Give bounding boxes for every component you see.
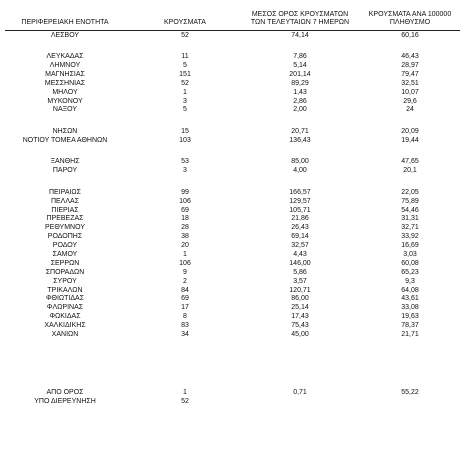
cell-cases-count: 17 — [181, 304, 189, 311]
cell-region-name: ΥΠΟ ΔΙΕΡΕΥΝΗΣΗ — [34, 398, 96, 405]
cell-avg-7day: 45,00 — [291, 331, 309, 338]
header-avg-7day-line1: ΜΕΣΟΣ ΟΡΟΣ ΚΡΟΥΣΜΑΤΩΝ — [251, 11, 349, 18]
table-row — [0, 31, 471, 40]
cell-per-100k: 43,61 — [401, 295, 419, 302]
cell-per-100k: 21,71 — [401, 331, 419, 338]
cell-avg-7day: 69,14 — [291, 233, 309, 240]
cell-region-name: ΦΩΚΙΔΑΣ — [49, 313, 81, 320]
table-row — [0, 188, 471, 197]
cell-avg-7day: 5,86 — [293, 269, 307, 276]
cell-region-name: ΡΟΔΟΥ — [52, 242, 78, 249]
cell-cases-count: 18 — [181, 215, 189, 222]
cell-region-name: ΠΙΕΡΙΑΣ — [51, 207, 79, 214]
cell-region-name: ΜΕΣΣΗΝΙΑΣ — [44, 80, 86, 87]
cell-per-100k: 32,71 — [401, 224, 419, 231]
cell-cases-count: 69 — [181, 295, 189, 302]
table-row — [0, 52, 471, 61]
cell-region-name: ΠΡΕΒΕΖΑΣ — [46, 215, 84, 222]
cell-region-name: ΞΑΝΘΗΣ — [50, 158, 80, 165]
table-row — [0, 312, 471, 321]
cell-region-name: ΤΡΙΚΑΛΩΝ — [47, 287, 83, 294]
cell-cases-count: 20 — [181, 242, 189, 249]
cell-region-name: ΦΛΩΡΙΝΑΣ — [46, 304, 84, 311]
cell-per-100k: 16,69 — [401, 242, 419, 249]
table-row — [0, 294, 471, 303]
cell-avg-7day: 26,43 — [291, 224, 309, 231]
cell-cases-count: 38 — [181, 233, 189, 240]
cell-region-name: ΧΑΛΚΙΔΙΚΗΣ — [44, 322, 86, 329]
cell-cases-count: 83 — [181, 322, 189, 329]
cell-region-name: ΠΕΙΡΑΙΩΣ — [49, 189, 81, 196]
cell-avg-7day: 2,86 — [293, 98, 307, 105]
cell-region-name: ΝΟΤΙΟΥ ΤΟΜΕΑ ΑΘΗΝΩΝ — [22, 137, 108, 144]
cell-per-100k: 65,23 — [401, 269, 419, 276]
table-row — [0, 321, 471, 330]
cell-cases-count: 106 — [179, 260, 191, 267]
cell-per-100k: 29,6 — [403, 98, 417, 105]
cell-per-100k: 22,05 — [401, 189, 419, 196]
cell-cases-count: 1 — [183, 89, 187, 96]
header-cases: ΚΡΟΥΣΜΑΤΑ — [164, 19, 206, 26]
cell-avg-7day: 5,14 — [293, 62, 307, 69]
cell-per-100k: 20,1 — [403, 167, 417, 174]
cell-cases-count: 99 — [181, 189, 189, 196]
table-row — [0, 259, 471, 268]
table-row — [0, 241, 471, 250]
cell-region-name: ΝΑΞΟΥ — [52, 106, 78, 113]
cell-cases-count: 151 — [179, 71, 191, 78]
cell-cases-count: 1 — [183, 251, 187, 258]
cell-per-100k: 24 — [406, 106, 414, 113]
cell-avg-7day: 85,00 — [291, 158, 309, 165]
cell-per-100k: 32,51 — [401, 80, 419, 87]
cell-per-100k: 33,92 — [401, 233, 419, 240]
table-row — [0, 157, 471, 166]
cell-avg-7day: 17,43 — [291, 313, 309, 320]
cell-region-name: ΣΥΡΟΥ — [53, 278, 77, 285]
table-row — [0, 214, 471, 223]
table-row — [0, 127, 471, 136]
cell-region-name: ΛΕΥΚΑΔΑΣ — [46, 53, 84, 60]
cell-cases-count: 106 — [179, 198, 191, 205]
cell-avg-7day: 0,71 — [293, 389, 307, 396]
cell-per-100k: 75,89 — [401, 198, 419, 205]
cell-avg-7day: 2,00 — [293, 106, 307, 113]
cell-avg-7day: 20,71 — [291, 128, 309, 135]
cell-avg-7day: 129,57 — [289, 198, 311, 205]
cell-avg-7day: 166,57 — [289, 189, 311, 196]
table-row — [0, 277, 471, 286]
table-row — [0, 70, 471, 79]
cell-avg-7day: 4,43 — [293, 251, 307, 258]
cell-region-name: ΡΕΘΥΜΝΟΥ — [44, 224, 85, 231]
cell-avg-7day: 4,00 — [293, 167, 307, 174]
table-row — [0, 79, 471, 88]
cell-avg-7day: 75,43 — [291, 322, 309, 329]
cell-region-name: ΛΕΣΒΟΥ — [50, 32, 80, 39]
cell-per-100k: 19,63 — [401, 313, 419, 320]
cell-region-name: ΜΥΚΟΝΟΥ — [47, 98, 83, 105]
cell-avg-7day: 25,14 — [291, 304, 309, 311]
cell-avg-7day: 89,29 — [291, 80, 309, 87]
cell-cases-count: 103 — [179, 137, 191, 144]
table-row — [0, 388, 471, 397]
cell-cases-count: 5 — [183, 106, 187, 113]
table-row — [0, 197, 471, 206]
cell-cases-count: 3 — [183, 98, 187, 105]
cell-region-name: ΛΗΜΝΟΥ — [49, 62, 81, 69]
header-per-100k-line1: ΚΡΟΥΣΜΑΤΑ ΑΝΑ 100000 — [368, 11, 452, 18]
table-row — [0, 136, 471, 145]
cell-region-name: ΦΘΙΩΤΙΔΑΣ — [45, 295, 85, 302]
table-row — [0, 330, 471, 339]
cell-cases-count: 84 — [181, 287, 189, 294]
table-row — [0, 223, 471, 232]
cell-region-name: ΣΑΜΟΥ — [52, 251, 78, 258]
cell-avg-7day: 21,86 — [291, 215, 309, 222]
cell-avg-7day: 201,14 — [289, 71, 311, 78]
cell-cases-count: 11 — [181, 53, 189, 60]
cell-region-name: ΧΑΝΙΩΝ — [51, 331, 79, 338]
cell-avg-7day: 74,14 — [291, 32, 309, 39]
cell-per-100k: 54,46 — [401, 207, 419, 214]
table-row — [0, 88, 471, 97]
table-row — [0, 250, 471, 259]
cell-per-100k: 31,31 — [401, 215, 419, 222]
cell-per-100k: 19,44 — [401, 137, 419, 144]
cell-per-100k: 55,22 — [401, 389, 419, 396]
table-row — [0, 105, 471, 114]
table-row — [0, 397, 471, 406]
cell-per-100k: 33,08 — [401, 304, 419, 311]
cell-avg-7day: 120,71 — [289, 287, 311, 294]
header-avg-7day-line2: ΤΩΝ ΤΕΛΕΥΤΑΙΩΝ 7 ΗΜΕΡΩΝ — [250, 19, 350, 26]
cell-per-100k: 78,37 — [401, 322, 419, 329]
cell-cases-count: 52 — [181, 398, 189, 405]
cell-per-100k: 60,08 — [401, 260, 419, 267]
table-row — [0, 166, 471, 175]
cell-cases-count: 15 — [181, 128, 189, 135]
cell-per-100k: 64,08 — [401, 287, 419, 294]
header-avg-7day — [250, 11, 350, 27]
table-row — [0, 303, 471, 312]
cell-cases-count: 34 — [181, 331, 189, 338]
cell-avg-7day: 136,43 — [289, 137, 311, 144]
cell-region-name: ΣΠΟΡΑΔΩΝ — [45, 269, 85, 276]
table-row — [0, 232, 471, 241]
cell-region-name: ΜΗΛΟΥ — [52, 89, 78, 96]
cell-region-name: ΠΕΛΛΑΣ — [50, 198, 80, 205]
cell-per-100k: 46,43 — [401, 53, 419, 60]
cell-cases-count: 52 — [181, 80, 189, 87]
cell-avg-7day: 1,43 — [293, 89, 307, 96]
cell-region-name: ΝΗΣΩΝ — [52, 128, 78, 135]
cell-avg-7day: 146,00 — [289, 260, 311, 267]
table-row — [0, 268, 471, 277]
cell-cases-count: 5 — [183, 62, 187, 69]
cell-cases-count: 28 — [181, 224, 189, 231]
cell-cases-count: 53 — [181, 158, 189, 165]
cell-avg-7day: 7,86 — [293, 53, 307, 60]
table-row — [0, 61, 471, 70]
cell-per-100k: 9,3 — [405, 278, 415, 285]
cell-avg-7day: 3,57 — [293, 278, 307, 285]
cell-region-name: ΑΠΟ ΟΡΟΣ — [46, 389, 84, 396]
cell-per-100k: 47,65 — [401, 158, 419, 165]
cell-region-name: ΜΑΓΝΗΣΙΑΣ — [45, 71, 85, 78]
cell-avg-7day: 32,57 — [291, 242, 309, 249]
cell-region-name: ΡΟΔΟΠΗΣ — [47, 233, 83, 240]
cell-per-100k: 60,16 — [401, 32, 419, 39]
cell-cases-count: 2 — [183, 278, 187, 285]
cell-per-100k: 3,03 — [403, 251, 417, 258]
header-region: ΠΕΡΙΦΕΡΕΙΑΚΗ ΕΝΟΤΗΤΑ — [21, 19, 109, 26]
cell-per-100k: 79,47 — [401, 71, 419, 78]
cell-cases-count: 1 — [183, 389, 187, 396]
cell-avg-7day: 105,71 — [289, 207, 311, 214]
cell-cases-count: 8 — [183, 313, 187, 320]
cell-per-100k: 28,97 — [401, 62, 419, 69]
cell-per-100k: 10,07 — [401, 89, 419, 96]
cell-region-name: ΠΑΡΟΥ — [52, 167, 78, 174]
cell-region-name: ΣΕΡΡΩΝ — [50, 260, 80, 267]
cell-cases-count: 52 — [181, 32, 189, 39]
cell-cases-count: 3 — [183, 167, 187, 174]
cell-per-100k: 20,09 — [401, 128, 419, 135]
header-per-100k — [360, 11, 460, 27]
cell-avg-7day: 86,00 — [291, 295, 309, 302]
cell-cases-count: 9 — [183, 269, 187, 276]
cell-cases-count: 69 — [181, 207, 189, 214]
header-per-100k-line2: ΠΛΗΘΥΣΜΟ — [389, 19, 431, 26]
